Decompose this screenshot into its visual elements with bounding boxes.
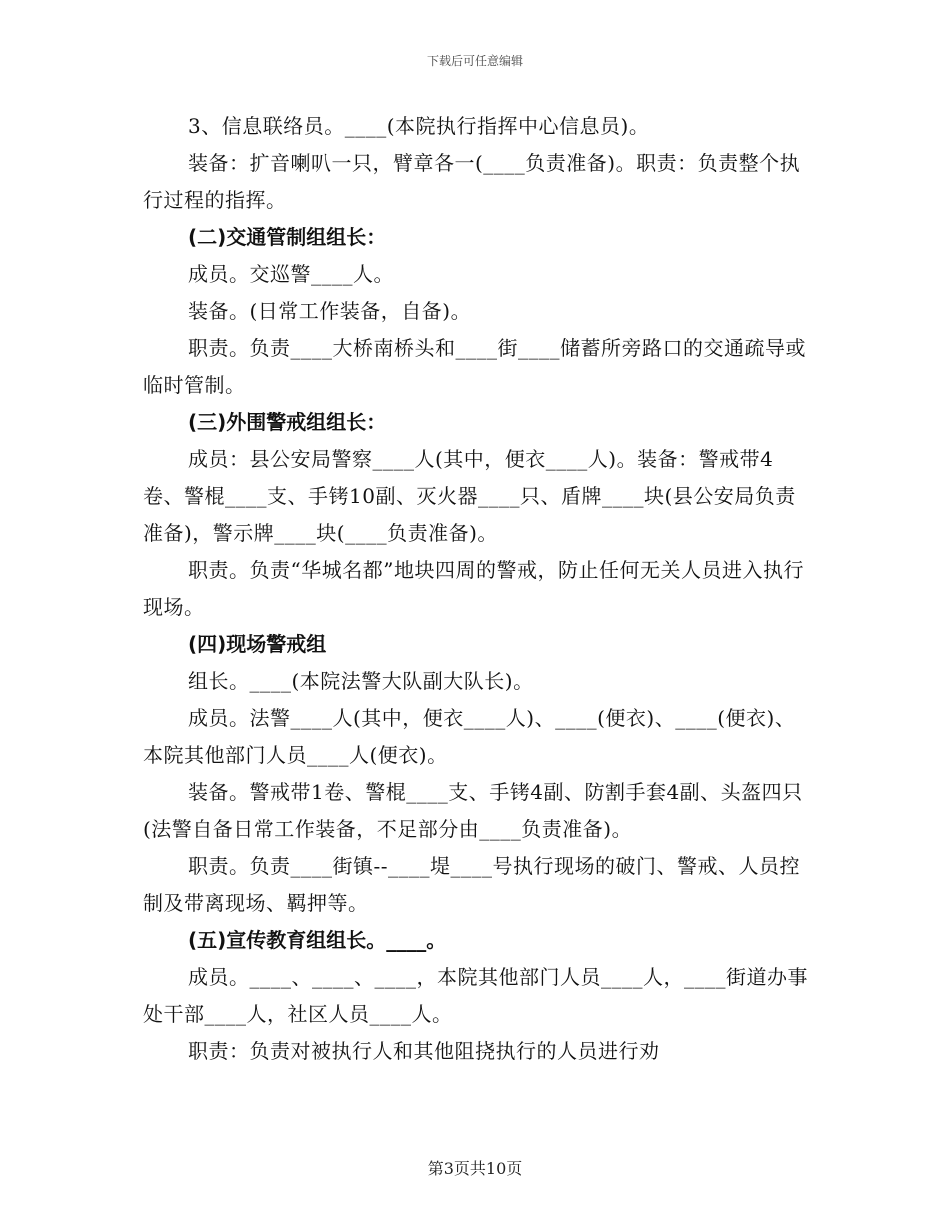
paragraph: 3、信息联络员。____(本院执行指挥中心信息员)。: [188, 114, 650, 138]
section-heading: (二)交通管制组组长：: [188, 225, 387, 249]
paragraph: 装备。(日常工作装备，自备)。: [188, 299, 472, 323]
paragraph: 职责。负责____大桥南桥头和____街____储蓄所旁路口的交通疏导或临时管制。: [143, 336, 806, 397]
paragraph: 职责。负责“华城名都”地块四周的警戒，防止任何无关人员进入执行现场。: [143, 558, 804, 619]
paragraph: 成员。交巡警____人。: [188, 262, 394, 286]
paragraph: 职责。负责____街镇--____堤____号执行现场的破门、警戒、人员控制及带离现场、羁押等。: [143, 854, 801, 915]
paragraph: 装备：扩音喇叭一只，臂章各一(____负责准备)。职责：负责整个执行过程的指挥。: [143, 151, 801, 212]
page-header: 下载后可任意编辑: [426, 54, 523, 68]
paragraph: 成员。____、____、____，本院其他部门人员____人，____街道办事处干部____人，社区人员____人。: [143, 965, 808, 1026]
paragraph: 职责：负责对被执行人和其他阻挠执行的人员进行劝: [188, 1039, 660, 1063]
paragraph: 组长。____(本院法警大队副大队长)。: [188, 669, 534, 693]
section-heading: (五)宣传教育组组长。____。: [188, 928, 447, 952]
paragraph: 装备。警戒带1卷、警棍____支、手铐4副、防割手套4副、头盔四只(法警自备日常工作装备，不足部分由____负责准备)。: [143, 780, 803, 841]
paragraph: 成员：县公安局警察____人(其中，便衣____人)。装备：警戒带4卷、警棍____支、手铐10副、灭火器____只、盾牌____块(县公安局负责准备)，警示牌____块(____负责准备)。: [143, 447, 796, 545]
section-heading: (三)外围警戒组组长：: [188, 410, 387, 434]
document-body: [143, 108, 808, 1070]
page-footer: 第3页共10页: [427, 1159, 523, 1178]
section-heading: (四)现场警戒组: [188, 632, 327, 656]
paragraph: 成员。法警____人(其中，便衣____人)、____(便衣)、____(便衣)、本院其他部门人员____人(便衣)。: [143, 706, 796, 767]
